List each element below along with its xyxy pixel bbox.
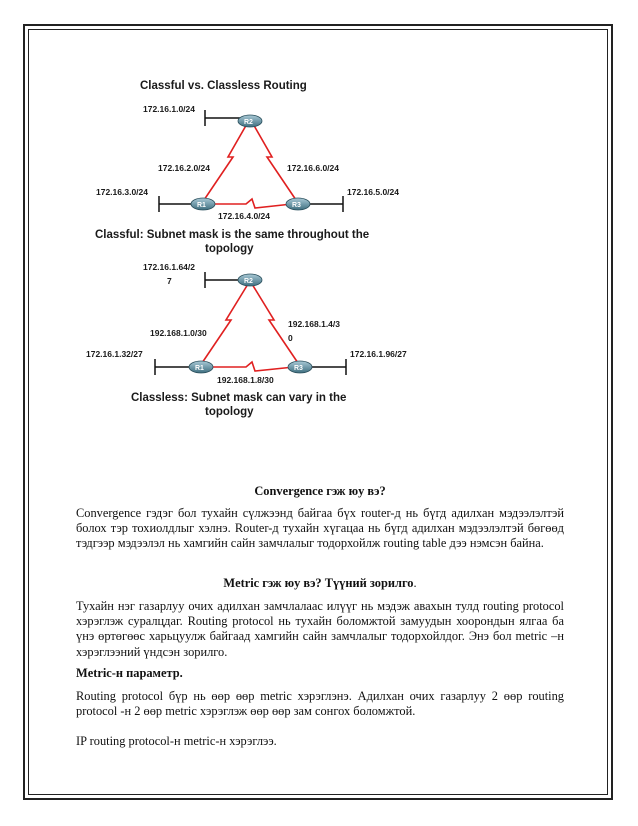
d1-serial-right bbox=[252, 122, 296, 200]
d2-serial-bottom bbox=[207, 362, 294, 371]
svg-text:R2: R2 bbox=[244, 119, 253, 126]
metric-param-heading: Metric-н параметр. bbox=[76, 666, 183, 680]
metric-heading-period: . bbox=[413, 576, 417, 590]
d2-net-left-lan: 172.16.1.32/27 bbox=[86, 349, 143, 359]
d1-net-top: 172.16.1.0/24 bbox=[143, 104, 195, 114]
d1-serial-left bbox=[204, 122, 248, 200]
d2-net-left-link: 192.168.1.0/30 bbox=[150, 328, 207, 338]
convergence-heading: Convergence гэж юу вэ? bbox=[254, 484, 386, 498]
d2-serial-left bbox=[202, 284, 248, 363]
d2-router-r2 bbox=[238, 274, 262, 286]
d2-net-right-link-line1: 192.168.1.4/3 bbox=[288, 319, 340, 329]
diagram1-title: Classful vs. Classless Routing bbox=[140, 80, 307, 92]
d1-net-left-lan: 172.16.3.0/24 bbox=[96, 187, 148, 197]
convergence-paragraph: Convergence гэдэг бол тухайн сүлжээнд байгаа бүх router-д нь бүгд адилхан мэдээлэлтэй болох тэр тохиолдлыг хэлнэ. Router-д тухайн хүгацаа нь бүгд адилхан мэдээлэлтэй бөгөөд тэдгээр мэдээлэл нь хамгийн сайн замчлалыг тодорхойлж routing table дээ нэмсэн байна. bbox=[76, 506, 564, 551]
d2-net-right-lan: 172.16.1.96/27 bbox=[350, 349, 407, 359]
diagram1-caption-line1: Classful: Subnet mask is the same throughout the bbox=[95, 229, 370, 241]
d1-serial-bottom bbox=[208, 199, 292, 208]
d1-net-right-link: 172.16.6.0/24 bbox=[287, 163, 339, 173]
d1-net-right-lan: 172.16.5.0/24 bbox=[347, 187, 399, 197]
d2-net-right-link-line2: 0 bbox=[288, 333, 293, 343]
metric-paragraph: Тухайн нэг газарлуу очих адилхан замчлалаас илүүг нь мэдэж авахын тулд routing protocol хэрэглэж суралцдаг. Routing protocol нь тухайн боломжтой замуудын хоорондын ялгаа ба үнэ өртөгөөс харьцуулж байгаад хамгийн сайн замчлалыг тодорхойлдог. Энэ бол metric –н хэрэглээний үндсэн зорилго. bbox=[76, 599, 564, 659]
diagram2-caption-line2: topology bbox=[205, 406, 254, 418]
d2-router-r1 bbox=[189, 361, 213, 373]
d2-net-top-line1: 172.16.1.64/2 bbox=[143, 262, 195, 272]
d1-net-bottom-link: 172.16.4.0/24 bbox=[218, 211, 270, 221]
metric-heading bbox=[76, 576, 564, 591]
d1-router-r3 bbox=[286, 198, 310, 210]
ip-routing-line: IP routing protocol-н metric-н хэрэглээ. bbox=[76, 734, 277, 748]
d1-router-r2 bbox=[238, 115, 262, 127]
d2-net-top-line2: 7 bbox=[167, 276, 172, 286]
d1-router-r1 bbox=[191, 198, 215, 210]
svg-text:R1: R1 bbox=[195, 365, 204, 372]
diagram2-caption-line1: Classless: Subnet mask can vary in the bbox=[131, 392, 347, 404]
diagram1-caption-line2: topology bbox=[205, 243, 254, 255]
d1-net-left-link: 172.16.2.0/24 bbox=[158, 163, 210, 173]
d2-router-r3 bbox=[288, 361, 312, 373]
svg-text:R3: R3 bbox=[292, 202, 301, 209]
metric-heading-bold: Metric гэж юу вэ? Түүний зорилго bbox=[223, 576, 414, 590]
d2-net-bottom-link: 192.168.1.8/30 bbox=[217, 375, 274, 385]
svg-text:R2: R2 bbox=[244, 278, 253, 285]
metric-param-paragraph: Routing protocol бүр нь өөр өөр metric хэрэглэнэ. Адилхан очих газарлуу 2 өөр routing protocol -н 2 өөр metric хэрэглэж өөр өөр зам сонгох боломжтой. bbox=[76, 689, 564, 719]
svg-text:R3: R3 bbox=[294, 365, 303, 372]
svg-text:R1: R1 bbox=[197, 202, 206, 209]
